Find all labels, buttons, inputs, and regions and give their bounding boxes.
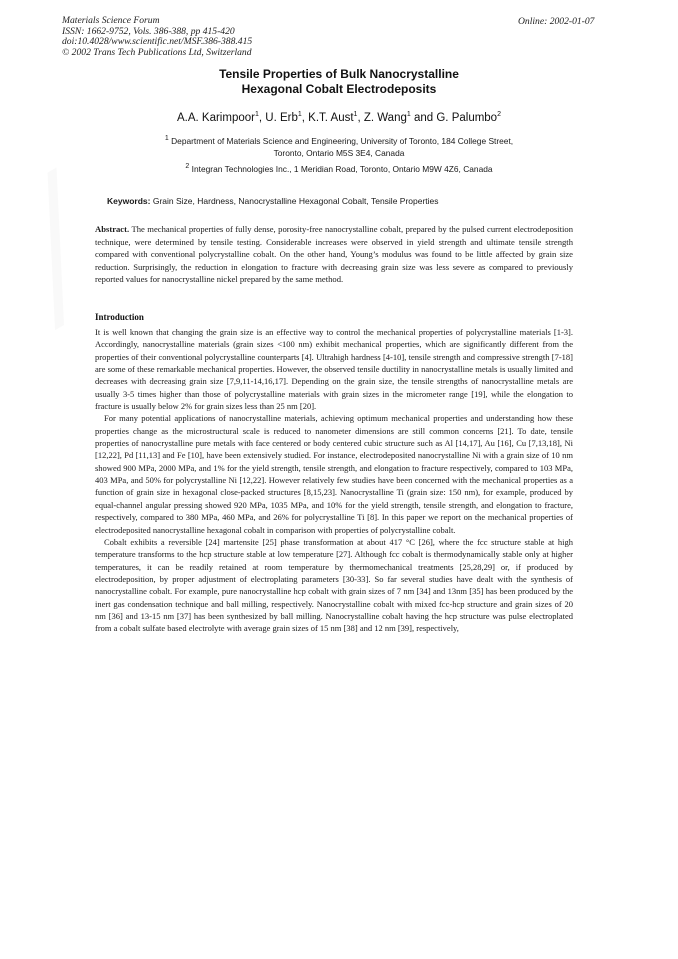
author-list <box>0 112 678 124</box>
author-separator: , <box>258 112 266 124</box>
paper-title <box>0 67 678 96</box>
keywords-text: Grain Size, Hardness, Nanocrystalline Hexagonal Cobalt, Tensile Properties <box>152 196 439 206</box>
citation-header <box>62 16 252 58</box>
author-separator: , <box>301 112 309 124</box>
affiliation-line: Department of Materials Science and Engineering, University of Toronto, 184 College Street, <box>171 136 514 146</box>
copyright-line: © 2002 Trans Tech Publications Ltd, Switzerland <box>62 46 252 58</box>
author-name: Z. Wang <box>363 112 407 124</box>
author-affiliation-mark: 2 <box>497 111 501 119</box>
author-affiliation-mark: 1 <box>353 111 358 119</box>
author-affiliation-mark: 1 <box>297 111 302 119</box>
abstract <box>95 223 573 286</box>
author-affiliation-mark: 1 <box>406 111 411 119</box>
online-date: Online: 2002-01-07 <box>518 16 595 27</box>
introduction-body <box>95 326 573 635</box>
author-name: U. Erb <box>265 112 298 124</box>
affiliation-mark: 2 <box>185 163 190 171</box>
paragraph: Cobalt exhibits a reversible [24] martensite [25] phase transformation at about 417 °C [26], where the fcc structure stable at high temperature transforms to the hcp structure stable at low temperature [27]. Although fcc cobalt is thermodynamically stable only at higher temperatures, it can be readily retained at room temperature by thermomechanical treatments [25,28,29] or, if produced by electrodeposition, by proper adjustment of electroplating parameters [30-33]. So far several studies have dealt with the synthesis of nanocrystalline cobalt. For example, pure nanocrystalline hcp cobalt with grain sizes of 7 nm [34] and 13nm [35] has been produced by the inert gas condensation technique and ball milling, respectively. Nanocrystalline cobalt with mixed fcc-hcp structure and grain sizes of 20 nm [36] and 13-15 nm [37] has been synthesized by ball milling. Nanocrystalline cobalt having the hcp structure was pulse electroplated from a cobalt sulfate based electrolyte with average grain sizes of 15 nm [38] and 12 nm [39], respectively, <box>95 536 573 634</box>
abstract-text: The mechanical properties of fully dense, porosity-free nanocrystalline cobalt, prepared by the pulsed current electrodeposition technique, were determined by tensile testing. Considerable increases were observed in yield strength and ultimate tensile strength compared with conventional polycrystalline cobalt. On the other hand, Young’s modulus was found to be little affected by grain size reduction. Surprisingly, the reduction in elongation to fracture with decreasing grain size was less severe as compared to previously reported values for nanocrystalline nickel prepared by the same method. <box>95 224 573 284</box>
section-heading: Introduction <box>95 312 144 322</box>
title-line-1: Tensile Properties of Bulk Nanocrystalline <box>219 67 459 81</box>
author-name: G. Palumbo <box>436 112 498 124</box>
keywords <box>107 196 439 206</box>
paragraph: It is well known that changing the grain size is an effective way to control the mechanical properties of polycrystalline materials [1-3]. Accordingly, nanocrystalline materials (grain sizes <100 nm) exhibit mechanical properties, which are significantly different from the properties of their conventional polycrystalline counterparts [4]. Ultrahigh hardness [4-10], tensile strength and compressive strength [7-18] are some of these remarkable mechanical properties. However, the observed tensile ductility in nanocrystalline metals is usually limited and decreases with decreasing grain size [7,9,11-14,16,17]. Depending on the grain size, the tensile strengths of nanocrystalline metals are usually 3-5 times higher than those of polycrystalline materials with grain sizes in the micrometer range [19], while the elongation to fracture is usually below 2% for grain sizes less than 25 nm [20]. <box>95 327 573 412</box>
paragraph: For many potential applications of nanocrystalline materials, achieving optimum mechanical properties and understanding how these properties change as the microstructural scale is reduced to nanometer dimensions are still common concerns [21]. To date, tensile properties of nanocrystalline pure metals with face centered or body centered cubic structure such as Al [14,17], Au [16], Cu [7,13,18], Ni [12,22], Pd [11,13] and Fe [10], have been extensively studied. For instance, electrodeposited nanocrystalline Ni with a grain size of 10 nm showed 900 MPa, 2000 MPa, and 1% for the yield strength, tensile strength, and elongation to fracture respectively, compared to 103 MPa, 403 MPa, and 50% for polycrystalline Ni [12,22]. However relatively few studies have been concerned with the mechanical properties as a function of grain size in hexagonal close-packed structures [8,15,23]. Nanocrystalline Ti (grain size: 150 nm), for example, produced by equal-channel angular pressing showed 920 MPa, 1035 MPa, and 10% for the yield strength, tensile strength, and elongation to fracture, respectively, compared to 380 MPa, 460 MPa, and 26% for polycrystalline Ti [8]. In this paper we report on the mechanical properties of electrodeposited nanocrystalline hexagonal cobalt in comparison with properties of polycrystalline cobalt. <box>95 413 573 535</box>
author-affiliation-mark: 1 <box>254 111 259 119</box>
journal-name: Materials Science Forum <box>62 15 160 26</box>
abstract-label: Abstract. <box>95 224 130 234</box>
issn-line: ISSN: 1662-9752, Vols. 386-388, pp 415-420 <box>62 25 235 37</box>
affiliation-line: Toronto, Ontario M5S 3E4, Canada <box>273 147 405 158</box>
keywords-label: Keywords: <box>107 196 151 206</box>
author-name: K.T. Aust <box>308 112 354 124</box>
author-separator: , <box>357 112 364 124</box>
author-name: A.A. Karimpoor <box>176 112 255 124</box>
affiliation-1 <box>0 136 678 159</box>
affiliation-2 <box>0 164 678 176</box>
affiliation-line: Integran Technologies Inc., 1 Meridian Road, Toronto, Ontario M9W 4Z6, Canada <box>191 164 493 174</box>
title-line-2: Hexagonal Cobalt Electrodeposits <box>241 81 437 96</box>
doi-line[interactable]: doi:10.4028/www.scientific.net/MSF.386-388.415 <box>62 36 253 48</box>
affiliation-mark: 1 <box>164 135 169 143</box>
author-conjunction: and <box>410 112 437 124</box>
